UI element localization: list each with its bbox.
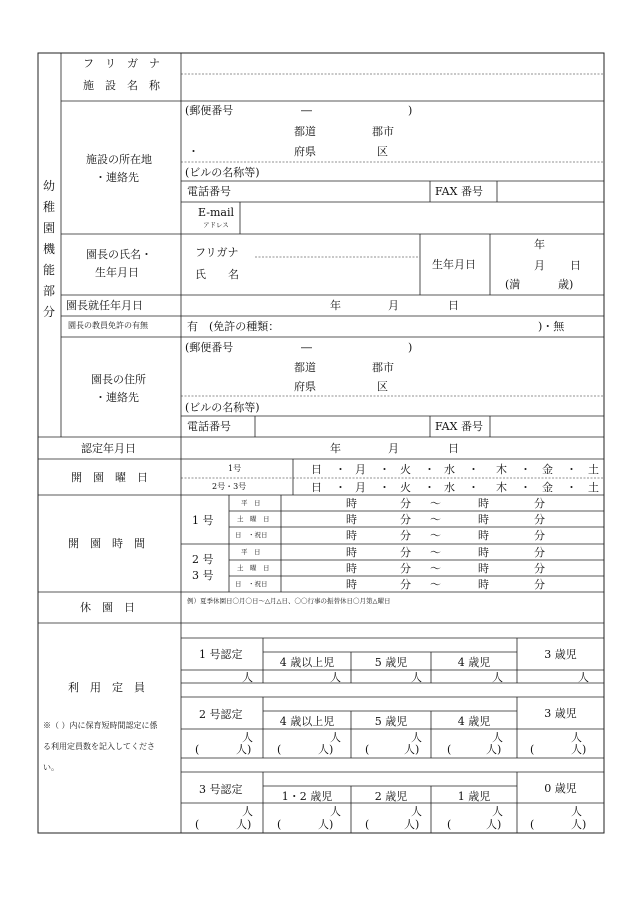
director-city-top: 郡市	[372, 361, 394, 374]
cert3-paren-person: 人)	[486, 818, 502, 831]
director-postal-close: )	[408, 341, 413, 354]
cert2-paren-person: 人)	[571, 743, 587, 756]
hour-unit: 時	[346, 529, 357, 542]
birth-month: 月	[534, 259, 545, 272]
certification-month: 月	[388, 442, 399, 455]
cert3-age-0: 0 歳児	[544, 782, 577, 795]
cert2-person: 人	[411, 731, 422, 744]
cert3-paren: (	[365, 818, 370, 831]
prefecture-top: 都道	[294, 125, 316, 138]
address-label: 施設の所在地	[86, 153, 152, 166]
phone-label: 電話番号	[187, 185, 231, 198]
hours-group-2: 2 号	[192, 553, 214, 566]
cert2-paren: (	[447, 743, 452, 756]
age-close: 歳)	[558, 278, 574, 291]
tilde: ～	[430, 513, 441, 526]
row2-day-fri: 金	[542, 481, 553, 494]
tilde: ～	[430, 578, 441, 591]
minute-unit: 分	[400, 546, 411, 559]
postal-label: (郵便番号	[185, 104, 234, 117]
appointment-month: 月	[388, 299, 399, 312]
row2-sep-4: ・	[468, 481, 479, 494]
hour-unit: 時	[346, 546, 357, 559]
holidays-label: 休 園 日	[80, 601, 135, 614]
row1-day-mon: 月	[355, 463, 366, 476]
cert3-paren: (	[530, 818, 535, 831]
cert2-label: 2 号認定	[199, 708, 243, 721]
cert2-paren-person: 人)	[486, 743, 502, 756]
minute-unit: 分	[400, 513, 411, 526]
minute-unit-end: 分	[534, 513, 545, 526]
section-label: 幼稚園機能部分	[42, 179, 55, 319]
director-name-label: 氏 名	[195, 268, 239, 281]
certification-label: 認定年月日	[81, 442, 136, 455]
postal-close: )	[408, 104, 413, 117]
address-dot: ・	[188, 145, 199, 158]
cert3-paren-person: 人)	[404, 818, 420, 831]
age-open: (満	[505, 278, 521, 291]
director-phone-label: 電話番号	[187, 420, 231, 433]
hours-row-label: 土 曜 日	[237, 564, 270, 572]
hours-group-3: 3 号	[192, 569, 214, 582]
birth-day: 日	[570, 259, 581, 272]
hour-unit: 時	[346, 513, 357, 526]
hours-row-label: 平 日	[241, 499, 261, 507]
row2-day-sun: 日	[311, 481, 322, 494]
cert2-paren-person: 人)	[236, 743, 252, 756]
director-city-bottom: 区	[377, 380, 388, 393]
appointment-day: 日	[448, 299, 459, 312]
hours-row-label: 日 ・祝日	[235, 531, 268, 539]
row1-day-fri: 金	[542, 463, 553, 476]
cert3-person: 人	[330, 805, 341, 818]
minute-unit-end: 分	[534, 529, 545, 542]
director-pref-top: 都道	[294, 361, 316, 374]
row2-sep-5: ・	[520, 481, 531, 494]
hour-unit-end: 時	[478, 497, 489, 510]
row1-day-tue: 火	[400, 463, 411, 476]
row1-day-sat: 土	[588, 463, 599, 476]
cert1-person: 人	[578, 671, 589, 684]
director-label-2: 生年月日	[95, 266, 139, 279]
row2-sep-3: ・	[424, 481, 435, 494]
opening-days-label: 開 園 曜 日	[71, 471, 148, 484]
minute-unit: 分	[400, 529, 411, 542]
license-no: )・無	[538, 320, 565, 333]
cert2-age-4plus: 4 歳以上児	[279, 715, 335, 728]
director-fax-label: FAX 番号	[435, 420, 483, 433]
tilde: ～	[430, 529, 441, 542]
capacity-note-2: る利用定員数を記入してくださ	[43, 742, 155, 751]
cert2-paren-person: 人)	[318, 743, 334, 756]
cert2-age-5: 5 歳児	[374, 715, 408, 728]
cert3-person: 人	[571, 805, 582, 818]
minute-unit: 分	[400, 497, 411, 510]
minute-unit: 分	[400, 578, 411, 591]
row2-sep-1: ・	[335, 481, 346, 494]
cert2-paren: (	[195, 743, 200, 756]
cert1-person: 人	[492, 671, 503, 684]
minute-unit-end: 分	[534, 497, 545, 510]
tilde: ～	[430, 546, 441, 559]
cert3-person: 人	[411, 805, 422, 818]
hour-unit-end: 時	[478, 513, 489, 526]
tilde: ～	[430, 562, 441, 575]
hour-unit: 時	[346, 578, 357, 591]
cert3-age-12: 1・2 歳児	[281, 790, 333, 803]
director-pref-bottom: 府県	[294, 380, 316, 393]
director-postal-dash: ―	[301, 341, 312, 354]
certification-day: 日	[448, 442, 459, 455]
director-address-label-2: ・連絡先	[95, 391, 139, 404]
fax-label: FAX 番号	[435, 185, 483, 198]
cert3-paren-person: 人)	[236, 818, 252, 831]
row1-sep-6: ・	[566, 463, 577, 476]
row2-day-wed: 水	[444, 481, 455, 494]
cert2-person: 人	[242, 731, 253, 744]
row1-sep-1: ・	[335, 463, 346, 476]
row2-sep-6: ・	[566, 481, 577, 494]
cert3-age-2: 2 歳児	[374, 790, 408, 803]
cert2-paren: (	[365, 743, 370, 756]
director-furigana: フリガナ	[195, 246, 239, 259]
row2-sep-2: ・	[379, 481, 390, 494]
cert2-paren: (	[530, 743, 535, 756]
minute-unit-end: 分	[534, 578, 545, 591]
cert1-person: 人	[242, 671, 253, 684]
cert1-label: 1 号認定	[199, 648, 243, 661]
row2-day-sat: 土	[588, 481, 599, 494]
row2-day-tue: 火	[400, 481, 411, 494]
appointment-year: 年	[330, 299, 341, 312]
director-address-label: 園長の住所	[91, 373, 146, 386]
hours-group-1: 1 号	[192, 514, 214, 527]
hours-row-label: 土 曜 日	[237, 515, 270, 523]
city-bottom: 区	[377, 145, 388, 158]
row1-sep-2: ・	[379, 463, 390, 476]
city-top: 郡市	[372, 125, 394, 138]
certification-year: 年	[330, 442, 341, 455]
capacity-note-1: ※（ ）内に保育短時間認定に係	[43, 721, 158, 730]
cert1-age-5: 5 歳児	[374, 656, 408, 669]
cert3-paren: (	[195, 818, 200, 831]
cert3-person: 人	[242, 805, 253, 818]
cert2-person: 人	[330, 731, 341, 744]
email-ruby: アドレス	[203, 221, 229, 229]
row1-day-thu: 木	[496, 463, 507, 476]
cert3-paren-person: 人)	[318, 818, 334, 831]
row1-sep-5: ・	[520, 463, 531, 476]
row1-day-sun: 日	[311, 463, 322, 476]
postal-dash: ―	[301, 104, 312, 117]
hour-unit-end: 時	[478, 546, 489, 559]
opening-days-row1: 1号	[228, 464, 242, 473]
row1-sep-3: ・	[424, 463, 435, 476]
director-building-label: (ビルの名称等)	[185, 401, 260, 414]
hour-unit-end: 時	[478, 578, 489, 591]
prefecture-bottom: 府県	[294, 145, 316, 158]
appointment-label: 園長就任年月日	[66, 299, 143, 312]
email-label: E-mail	[198, 206, 234, 219]
row1-sep-4: ・	[468, 463, 479, 476]
holidays-example: 例）夏季休園日〇月〇日～△月△日、〇〇行事の振替休日〇月第△曜日	[187, 597, 391, 605]
cert1-person: 人	[411, 671, 422, 684]
cert1-age-4plus: 4 歳以上児	[279, 656, 335, 669]
license-label: 園長の教員免許の有無	[68, 321, 148, 330]
cert3-paren: (	[447, 818, 452, 831]
hours-row-label: 平 日	[241, 548, 261, 556]
hour-unit: 時	[346, 497, 357, 510]
cert2-paren-person: 人)	[404, 743, 420, 756]
license-yes: 有 (免許の種類：	[187, 320, 280, 333]
hour-unit: 時	[346, 562, 357, 575]
cert2-age-3: 3 歳児	[544, 707, 577, 720]
minute-unit-end: 分	[534, 562, 545, 575]
cert3-age-1: 1 歳児	[457, 790, 491, 803]
row2-day-mon: 月	[355, 481, 366, 494]
cert3-paren: (	[277, 818, 282, 831]
cert3-paren-person: 人)	[571, 818, 587, 831]
capacity-note-3: い。	[43, 763, 59, 772]
birth-year: 年	[534, 238, 545, 251]
cert1-person: 人	[330, 671, 341, 684]
cert2-paren: (	[277, 743, 282, 756]
minute-unit: 分	[400, 562, 411, 575]
director-postal-label: (郵便番号	[185, 341, 234, 354]
hours-row-label: 日 ・祝日	[235, 580, 268, 588]
cert2-person: 人	[571, 731, 582, 744]
opening-days-row2: 2号・3号	[212, 482, 247, 491]
birth-label: 生年月日	[432, 258, 476, 271]
hour-unit-end: 時	[478, 529, 489, 542]
director-label: 園長の氏名・	[86, 248, 152, 261]
row2-day-thu: 木	[496, 481, 507, 494]
cert3-person: 人	[492, 805, 503, 818]
hour-unit-end: 時	[478, 562, 489, 575]
row1-day-wed: 水	[444, 463, 455, 476]
cert1-age-4: 4 歳児	[457, 656, 491, 669]
cert3-label: 3 号認定	[199, 783, 243, 796]
tilde: ～	[430, 497, 441, 510]
facility-name-label: 施 設 名 称	[83, 79, 160, 92]
minute-unit-end: 分	[534, 546, 545, 559]
furigana-label: フ リ ガ ナ	[83, 57, 160, 70]
building-label: (ビルの名称等)	[185, 166, 260, 179]
cert2-age-4: 4 歳児	[457, 715, 491, 728]
opening-hours-label: 開 園 時 間	[68, 537, 145, 550]
capacity-label: 利 用 定 員	[68, 681, 145, 694]
address-label-2: ・連絡先	[95, 171, 139, 184]
cert1-age-3: 3 歳児	[544, 648, 577, 661]
cert2-person: 人	[492, 731, 503, 744]
